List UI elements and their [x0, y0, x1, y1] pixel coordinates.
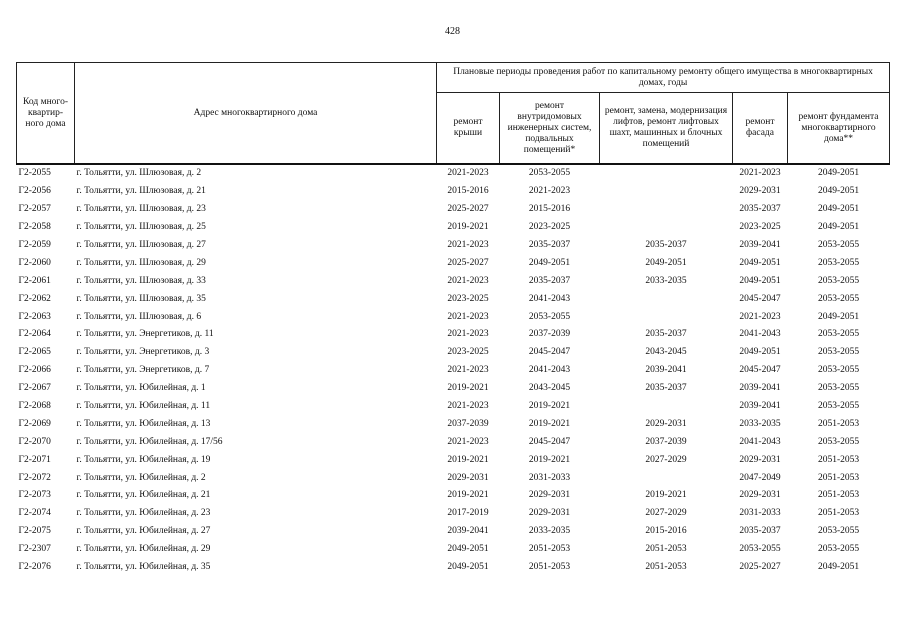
roof-repair-period: 2021-2023	[447, 275, 489, 286]
facade-repair-period: 2053-2055	[739, 544, 781, 555]
facade-repair-period: 2029-2031	[739, 490, 781, 501]
table-row	[17, 380, 890, 398]
header-facade: ремонт фасада	[733, 93, 788, 165]
lift-repair-period: 2033-2035	[645, 275, 687, 286]
facade-repair-period: 2031-2033	[739, 508, 781, 519]
facade-repair-period: 2033-2035	[739, 418, 781, 429]
facade-repair-period: 2049-2051	[739, 275, 781, 286]
foundation-repair-period: 2053-2055	[817, 275, 860, 286]
house-code: Г2-2075	[18, 526, 51, 537]
engineering-systems-period: 2053-2055	[528, 311, 571, 322]
roof-repair-period: 2029-2031	[447, 472, 489, 483]
house-code: Г2-2070	[18, 436, 51, 447]
roof-repair-period: 2019-2021	[447, 490, 489, 501]
foundation-repair-period: 2051-2053	[817, 418, 860, 429]
table-row	[17, 415, 890, 433]
foundation-repair-period: 2049-2051	[817, 186, 860, 197]
table-row	[17, 541, 890, 559]
foundation-repair-period: 2053-2055	[817, 544, 860, 555]
lift-repair-period: 2035-2037	[645, 329, 687, 340]
table-row	[17, 559, 890, 577]
house-address: г. Тольятти, ул. Юбилейная, д. 17/56	[76, 436, 223, 447]
house-code: Г2-2068	[18, 401, 51, 412]
roof-repair-period: 2015-2016	[447, 186, 489, 197]
house-address: г. Тольятти, ул. Юбилейная, д. 29	[76, 544, 211, 555]
lift-repair-period: 2051-2053	[645, 544, 687, 555]
engineering-systems-period: 2021-2023	[528, 186, 571, 197]
header-planned-periods: Плановые периоды проведения работ по капитальному ремонту общего имущества в многоквартирных домах, годы	[437, 63, 890, 93]
roof-repair-period: 2025-2027	[447, 204, 489, 215]
engineering-systems-period: 2019-2021	[528, 401, 571, 412]
foundation-repair-period: 2053-2055	[817, 383, 860, 394]
house-code: Г2-2055	[18, 168, 51, 179]
engineering-systems-period: 2051-2053	[528, 544, 571, 555]
engineering-systems-period: 2019-2021	[528, 418, 571, 429]
roof-repair-period: 2021-2023	[447, 311, 489, 322]
roof-repair-period: 2019-2021	[447, 454, 489, 465]
engineering-systems-period: 2029-2031	[528, 508, 571, 519]
house-address: г. Тольятти, ул. Шлюзовая, д. 33	[76, 275, 206, 286]
facade-repair-period: 2049-2051	[739, 257, 781, 268]
roof-repair-period: 2017-2019	[447, 508, 489, 519]
table-row	[17, 469, 890, 487]
header-engineering-systems: ремонт внутридомовых инженерных систем, подвальных помещений*	[500, 93, 600, 165]
roof-repair-period: 2021-2023	[447, 168, 489, 179]
table-row	[17, 398, 890, 416]
facade-repair-period: 2029-2031	[739, 454, 781, 465]
table-row	[17, 523, 890, 541]
lift-repair-period	[600, 469, 733, 487]
roof-repair-period: 2023-2025	[447, 293, 489, 304]
lift-repair-period: 2035-2037	[645, 240, 687, 250]
lift-repair-period: 2015-2016	[645, 526, 687, 537]
house-code: Г2-2067	[18, 383, 51, 394]
table-row	[17, 254, 890, 272]
engineering-systems-period: 2019-2021	[528, 454, 571, 465]
engineering-systems-period: 2051-2053	[528, 562, 571, 573]
table-row	[17, 237, 890, 255]
lift-repair-period	[600, 308, 733, 326]
foundation-repair-period: 2049-2051	[817, 311, 860, 322]
table-row	[17, 308, 890, 326]
table-row	[17, 362, 890, 380]
table-row	[17, 505, 890, 523]
house-address: г. Тольятти, ул. Юбилейная, д. 27	[76, 526, 211, 537]
house-address: г. Тольятти, ул. Шлюзовая, д. 35	[76, 293, 206, 304]
facade-repair-period: 2035-2037	[739, 526, 781, 537]
page-number: 428	[445, 26, 460, 37]
house-address: г. Тольятти, ул. Юбилейная, д. 35	[76, 562, 211, 573]
house-address: г. Тольятти, ул. Юбилейная, д. 23	[76, 508, 211, 519]
lift-repair-period	[600, 290, 733, 308]
capital-repair-schedule-table	[16, 62, 890, 576]
foundation-repair-period: 2053-2055	[817, 293, 860, 304]
table-row	[17, 344, 890, 362]
foundation-repair-period: 2053-2055	[817, 436, 860, 447]
house-address: г. Тольятти, ул. Шлюзовая, д. 23	[76, 204, 206, 215]
facade-repair-period: 2041-2043	[739, 329, 781, 340]
engineering-systems-period: 2035-2037	[528, 275, 571, 286]
engineering-systems-period: 2045-2047	[528, 347, 571, 358]
roof-repair-period: 2019-2021	[447, 383, 489, 394]
engineering-systems-period: 2043-2045	[528, 383, 571, 394]
table-body	[17, 164, 890, 576]
foundation-repair-period: 2051-2053	[817, 508, 860, 519]
house-address: г. Тольятти, ул. Энергетиков, д. 11	[76, 329, 214, 340]
foundation-repair-period: 2049-2051	[817, 222, 860, 233]
facade-repair-period: 2041-2043	[739, 436, 781, 447]
engineering-systems-period: 2035-2037	[528, 240, 571, 250]
house-address: г. Тольятти, ул. Шлюзовая, д. 25	[76, 222, 206, 233]
house-code: Г2-2058	[18, 222, 51, 233]
house-address: г. Тольятти, ул. Юбилейная, д. 19	[76, 454, 211, 465]
house-code: Г2-2061	[18, 275, 51, 286]
house-address: г. Тольятти, ул. Шлюзовая, д. 29	[76, 257, 206, 268]
foundation-repair-period: 2051-2053	[817, 490, 860, 501]
house-address: г. Тольятти, ул. Энергетиков, д. 7	[76, 365, 210, 376]
engineering-systems-period: 2053-2055	[528, 168, 571, 179]
header-lifts: ремонт, замена, модернизация лифтов, ремонт лифтовых шахт, машинных и блочных помещений	[600, 93, 733, 165]
house-code: Г2-2056	[18, 186, 51, 197]
facade-repair-period: 2021-2023	[739, 311, 781, 322]
lift-repair-period	[600, 201, 733, 219]
house-code: Г2-2074	[18, 508, 51, 519]
house-code: Г2-2064	[18, 329, 51, 340]
house-address: г. Тольятти, ул. Шлюзовая, д. 21	[76, 186, 206, 197]
table-row	[17, 433, 890, 451]
foundation-repair-period: 2053-2055	[817, 401, 860, 412]
house-code: Г2-2072	[18, 472, 51, 483]
roof-repair-period: 2049-2051	[447, 544, 489, 555]
header-code: Код много-квартир-ного дома	[17, 63, 75, 165]
engineering-systems-period: 2015-2016	[528, 204, 571, 215]
house-address: г. Тольятти, ул. Юбилейная, д. 1	[76, 383, 206, 394]
house-address: г. Тольятти, ул. Энергетиков, д. 3	[76, 347, 210, 358]
house-code: Г2-2062	[18, 293, 51, 304]
header-address: Адрес многоквартирного дома	[75, 63, 437, 165]
engineering-systems-period: 2029-2031	[528, 490, 571, 501]
facade-repair-period: 2039-2041	[739, 383, 781, 394]
house-code: Г2-2069	[18, 418, 51, 429]
lift-repair-period	[600, 219, 733, 237]
house-code: Г2-2060	[18, 257, 51, 268]
foundation-repair-period: 2049-2051	[817, 562, 860, 573]
roof-repair-period: 2049-2051	[447, 562, 489, 573]
engineering-systems-period: 2041-2043	[528, 293, 571, 304]
house-address: г. Тольятти, ул. Юбилейная, д. 13	[76, 418, 211, 429]
lift-repair-period: 2039-2041	[645, 365, 687, 376]
foundation-repair-period: 2053-2055	[817, 526, 860, 537]
facade-repair-period: 2029-2031	[739, 186, 781, 197]
lift-repair-period: 2049-2051	[645, 257, 687, 268]
facade-repair-period: 2047-2049	[739, 472, 781, 483]
foundation-repair-period: 2049-2051	[817, 204, 860, 215]
table-row	[17, 219, 890, 237]
header-roof-repair: ремонт крыши	[437, 93, 500, 165]
facade-repair-period: 2023-2025	[739, 222, 781, 233]
house-address: г. Тольятти, ул. Юбилейная, д. 2	[76, 472, 206, 483]
foundation-repair-period: 2053-2055	[817, 329, 860, 340]
roof-repair-period: 2037-2039	[447, 418, 489, 429]
facade-repair-period: 2045-2047	[739, 365, 781, 376]
house-code: Г2-2066	[18, 365, 51, 376]
engineering-systems-period: 2023-2025	[528, 222, 571, 233]
house-address: г. Тольятти, ул. Шлюзовая, д. 27	[76, 240, 206, 250]
foundation-repair-period: 2053-2055	[817, 257, 860, 268]
roof-repair-period: 2021-2023	[447, 436, 489, 447]
facade-repair-period: 2045-2047	[739, 293, 781, 304]
roof-repair-period: 2023-2025	[447, 347, 489, 358]
house-code: Г2-2073	[18, 490, 51, 501]
foundation-repair-period: 2051-2053	[817, 472, 860, 483]
foundation-repair-period: 2053-2055	[817, 365, 860, 376]
roof-repair-period: 2021-2023	[447, 329, 489, 340]
house-address: г. Тольятти, ул. Шлюзовая, д. 2	[76, 168, 202, 179]
foundation-repair-period: 2049-2051	[817, 168, 860, 179]
house-address: г. Тольятти, ул. Шлюзовая, д. 6	[76, 311, 202, 322]
facade-repair-period: 2025-2027	[739, 562, 781, 573]
table-row	[17, 183, 890, 201]
lift-repair-period: 2043-2045	[645, 347, 687, 358]
facade-repair-period: 2035-2037	[739, 204, 781, 215]
table-row	[17, 164, 890, 183]
foundation-repair-period: 2051-2053	[817, 454, 860, 465]
engineering-systems-period: 2033-2035	[528, 526, 571, 537]
engineering-systems-period: 2037-2039	[528, 329, 571, 340]
lift-repair-period: 2035-2037	[645, 383, 687, 394]
house-code: Г2-2076	[18, 562, 51, 573]
lift-repair-period: 2027-2029	[645, 454, 687, 465]
engineering-systems-period: 2049-2051	[528, 257, 571, 268]
house-code: Г2-2071	[18, 454, 51, 465]
facade-repair-period: 2049-2051	[739, 347, 781, 358]
lift-repair-period: 2019-2021	[645, 490, 687, 501]
engineering-systems-period: 2041-2043	[528, 365, 571, 376]
roof-repair-period: 2025-2027	[447, 257, 489, 268]
table-row	[17, 326, 890, 344]
table-row	[17, 451, 890, 469]
roof-repair-period: 2019-2021	[447, 222, 489, 233]
house-address: г. Тольятти, ул. Юбилейная, д. 21	[76, 490, 211, 501]
facade-repair-period: 2021-2023	[739, 168, 781, 179]
foundation-repair-period: 2053-2055	[817, 347, 860, 358]
table-header	[17, 63, 890, 165]
foundation-repair-period: 2053-2055	[817, 240, 860, 250]
lift-repair-period	[600, 164, 733, 183]
lift-repair-period	[600, 398, 733, 416]
house-code: Г2-2063	[18, 311, 51, 322]
lift-repair-period: 2027-2029	[645, 508, 687, 519]
roof-repair-period: 2021-2023	[447, 240, 489, 250]
lift-repair-period: 2029-2031	[645, 418, 687, 429]
house-address: г. Тольятти, ул. Юбилейная, д. 11	[76, 401, 211, 412]
lift-repair-period: 2037-2039	[645, 436, 687, 447]
house-code: Г2-2059	[18, 240, 51, 250]
table-row	[17, 272, 890, 290]
header-foundation: ремонт фундамента многоквартирного дома**	[788, 93, 890, 165]
table-row	[17, 201, 890, 219]
house-code: Г2-2057	[18, 204, 51, 215]
roof-repair-period: 2039-2041	[447, 526, 489, 537]
roof-repair-period: 2021-2023	[447, 401, 489, 412]
table-row	[17, 487, 890, 505]
engineering-systems-period: 2031-2033	[528, 472, 571, 483]
house-code: Г2-2065	[18, 347, 51, 358]
facade-repair-period: 2039-2041	[739, 240, 781, 250]
engineering-systems-period: 2045-2047	[528, 436, 571, 447]
lift-repair-period: 2051-2053	[645, 562, 687, 573]
lift-repair-period	[600, 183, 733, 201]
table-row	[17, 290, 890, 308]
facade-repair-period: 2039-2041	[739, 401, 781, 412]
roof-repair-period: 2021-2023	[447, 365, 489, 376]
house-code: Г2-2307	[18, 544, 51, 555]
